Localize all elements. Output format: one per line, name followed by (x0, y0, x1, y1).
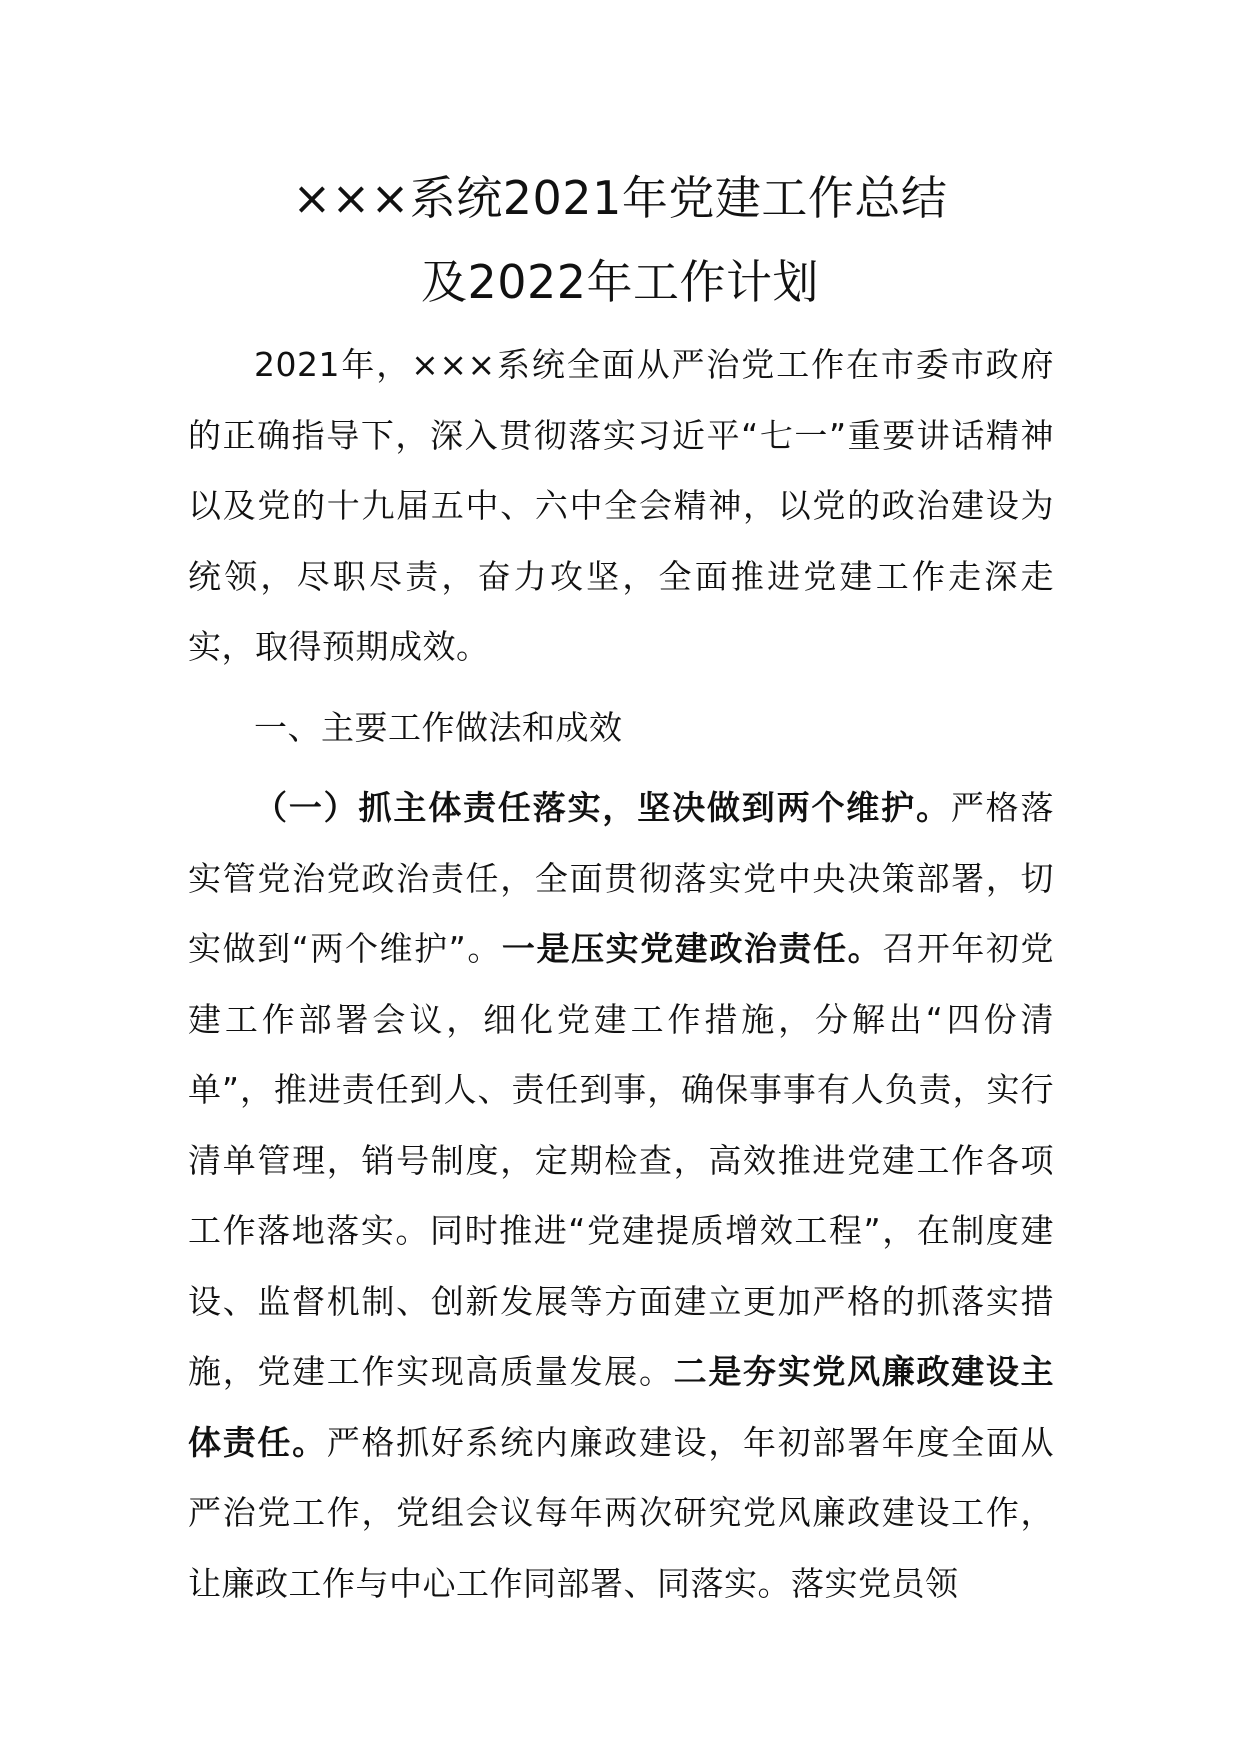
section-heading: 一、主要工作做法和成效 (254, 707, 623, 747)
paragraph-text: 召开年初党建工作部署会议，细化党建工作措施，分解出“四份清单”，推进责任到人、责任到事，确保事事有人负责，实行清单管理，销号制度，定期检查，高效推进党建工作各项工作落地落实。同时推进“党建提质增效工程”，在制度建设、监督机制、创新发展等方面建立更加严格的抓落实措施，党建工作实现高质量发展。 (188, 929, 1055, 1391)
document-body (188, 330, 1054, 1619)
paragraph-text: 严格落实管党治党政治责任，全面贯彻落实党中央决策部署，切实做到“两个维护”。 (188, 788, 1055, 968)
body-paragraph (188, 773, 1054, 1619)
paragraph-text: 严格抓好系统内廉政建设，年初部署年度全面从严治党工作，党组会议每年两次研究党风廉政建设工作，让廉政工作与中心工作同部署、同落实。落实党员领 (188, 1422, 1054, 1603)
point-heading: 二是夯实党风廉政建设主体责任。 (188, 1352, 1054, 1462)
intro-paragraph: 2021年，×××系统全面从严治党工作在市委市政府的正确指导下，深入贯彻落实习近平“七一”重要讲话精神以及党的十九届五中、六中全会精神，以党的政治建设为统领，尽职尽责，奋力攻坚，全面推进党建工作走深走实，取得预期成效。 (188, 345, 1054, 666)
document-title-line-2: 及2022年工作计划 (420, 255, 820, 309)
subsection-heading: （一）抓主体责任落实，坚决做到两个维护。 (254, 788, 951, 827)
document-title-line-1: ×××系统2021年党建工作总结 (292, 171, 948, 225)
point-heading: 一是压实党建政治责任。 (501, 929, 883, 968)
